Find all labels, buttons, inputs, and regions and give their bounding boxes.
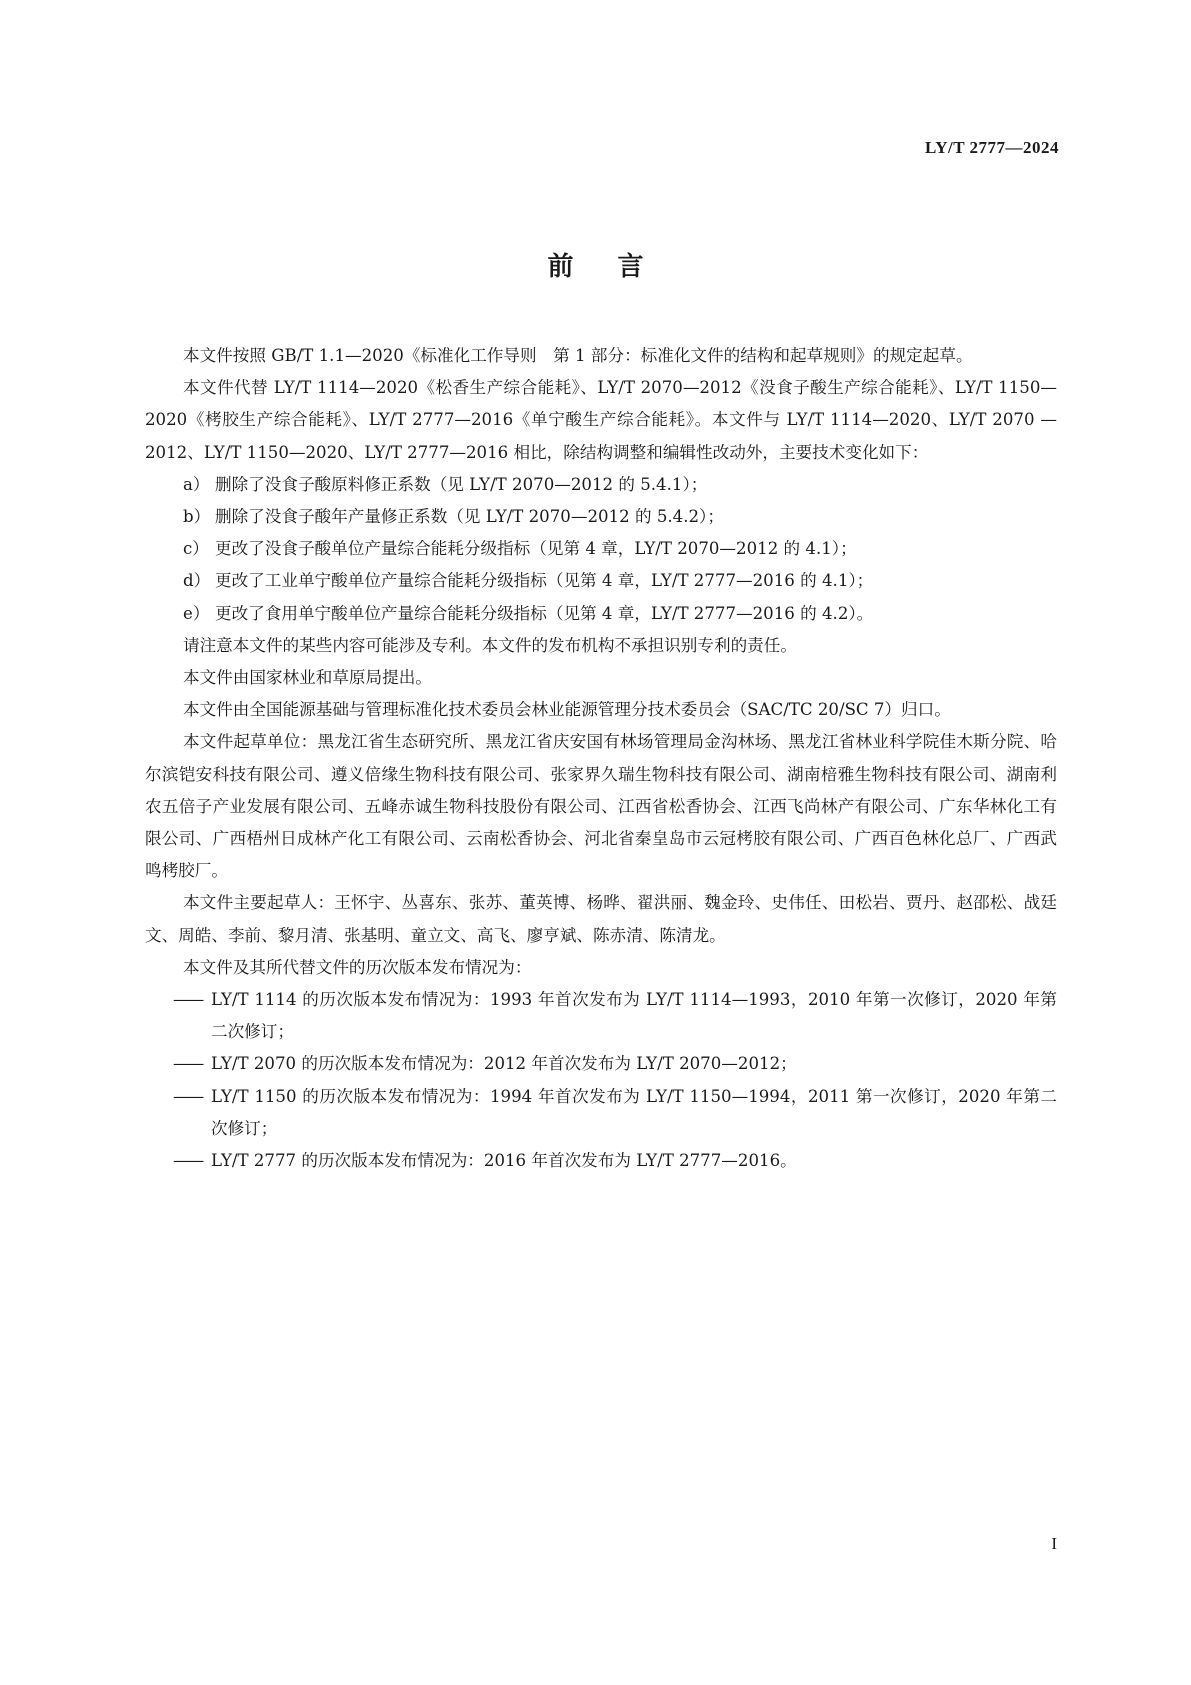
dash-marker: —— xyxy=(173,1086,203,1106)
paragraph-patent-notice: 请注意本文件的某些内容可能涉及专利。本文件的发布机构不承担识别专利的责任。 xyxy=(183,635,797,655)
list-item-text: LY/T 1114 的历次版本发布情况为：1993 年首次发布为 LY/T 1114—1993，2010 年第一次修订，2020 年第二次修订； xyxy=(211,990,1057,1042)
paragraph-proposer: 本文件由国家林业和草原局提出。 xyxy=(183,668,432,688)
list-item xyxy=(145,501,1057,533)
list-item xyxy=(145,533,1057,565)
paragraph-replaces: 本文件代替 LY/T 1114—2020《松香生产综合能耗》、LY/T 2070—2012《没食子酸生产综合能耗》、LY/T 1150—2020《栲胶生产综合能耗》、LY/T 2777—2016《单宁酸生产综合能耗》。本文件与 LY/T 1114—2020、LY/T 2070 —2012、LY/T 1150—2020、LY/T 2777—2016 相比，除结构调整和编辑性改动外，主要技术变化如下： xyxy=(145,378,1057,462)
standard-code: LY/T 2777—2024 xyxy=(924,138,1059,157)
dash-marker: —— xyxy=(173,1151,203,1171)
dash-marker: —— xyxy=(173,1054,203,1074)
list-item-text: 删除了没食子酸年产量修正系数（见 LY/T 2070—2012 的 5.4.2）； xyxy=(215,507,724,527)
list-item xyxy=(145,984,1057,1048)
paragraph-basis: 本文件按照 GB/T 1.1—2020《标准化工作导则 第 1 部分：标准化文件的结构和起草规则》的规定起草。 xyxy=(183,346,973,365)
paragraph-committee: 本文件由全国能源基础与管理标准化技术委员会林业能源管理分技术委员会（SAC/TC 20/SC 7）归口。 xyxy=(183,700,951,720)
list-item-text: LY/T 2777 的历次版本发布情况为：2016 年首次发布为 LY/T 2777—2016。 xyxy=(211,1151,797,1171)
list-item-text: LY/T 1150 的历次版本发布情况为：1994 年首次发布为 LY/T 1150—1994，2011 第一次修订，2020 年第二次修订； xyxy=(211,1086,1057,1138)
document-body xyxy=(145,340,1057,1177)
paragraph-drafters: 本文件主要起草人：王怀宇、丛喜东、张苏、董英博、杨晔、翟洪丽、魏金玲、史伟任、田松岩、贾丹、赵邵松、战廷文、周皓、李前、黎月清、张基明、童立文、高飞、廖亨斌、陈赤清、陈清龙。 xyxy=(145,893,1057,945)
list-marker: e） xyxy=(183,603,210,623)
list-item xyxy=(145,1145,1057,1177)
list-item xyxy=(145,565,1057,597)
paragraph-drafting-units: 本文件起草单位：黑龙江省生态研究所、黑龙江省庆安国有林场管理局金沟林场、黑龙江省林业科学院佳木斯分院、哈尔滨铠安科技有限公司、遵义倍缘生物科技有限公司、张家界久瑞生物科技有限公司、湖南棓雅生物科技有限公司、湖南利农五倍子产业发展有限公司、五峰赤诚生物科技股份有限公司、江西省松香协会、江西飞尚林产有限公司、广东华林化工有限公司、广西梧州日成林产化工有限公司、云南松香协会、河北省秦皇岛市云冠栲胶有限公司、广西百色林化总厂、广西武鸣栲胶厂。 xyxy=(145,732,1057,881)
changes-list xyxy=(145,469,1057,630)
list-item-text: LY/T 2070 的历次版本发布情况为：2012 年首次发布为 LY/T 2070—2012； xyxy=(211,1054,797,1074)
list-item-text: 更改了食用单宁酸单位产量综合能耗分级指标（见第 4 章，LY/T 2777—2016 的 4.2）。 xyxy=(215,603,874,623)
list-marker: d） xyxy=(183,571,211,591)
page-title: 前言 xyxy=(547,252,688,282)
list-item xyxy=(145,598,1057,630)
paragraph-history-intro: 本文件及其所代替文件的历次版本发布情况为： xyxy=(183,957,532,977)
list-item xyxy=(145,1048,1057,1080)
dash-marker: —— xyxy=(173,990,203,1010)
list-marker: b） xyxy=(183,507,211,527)
list-marker: c） xyxy=(183,539,209,559)
list-item xyxy=(145,469,1057,501)
list-item-text: 删除了没食子酸原料修正系数（见 LY/T 2070—2012 的 5.4.1）； xyxy=(215,474,708,494)
list-item-text: 更改了工业单宁酸单位产量综合能耗分级指标（见第 4 章，LY/T 2777—2016 的 4.1）； xyxy=(215,571,874,591)
page-number: I xyxy=(1051,1534,1057,1553)
history-list xyxy=(145,984,1057,1177)
list-item-text: 更改了没食子酸单位产量综合能耗分级指标（见第 4 章，LY/T 2070—2012 的 4.1）； xyxy=(215,539,857,559)
list-item xyxy=(145,1081,1057,1145)
list-marker: a） xyxy=(183,474,210,494)
